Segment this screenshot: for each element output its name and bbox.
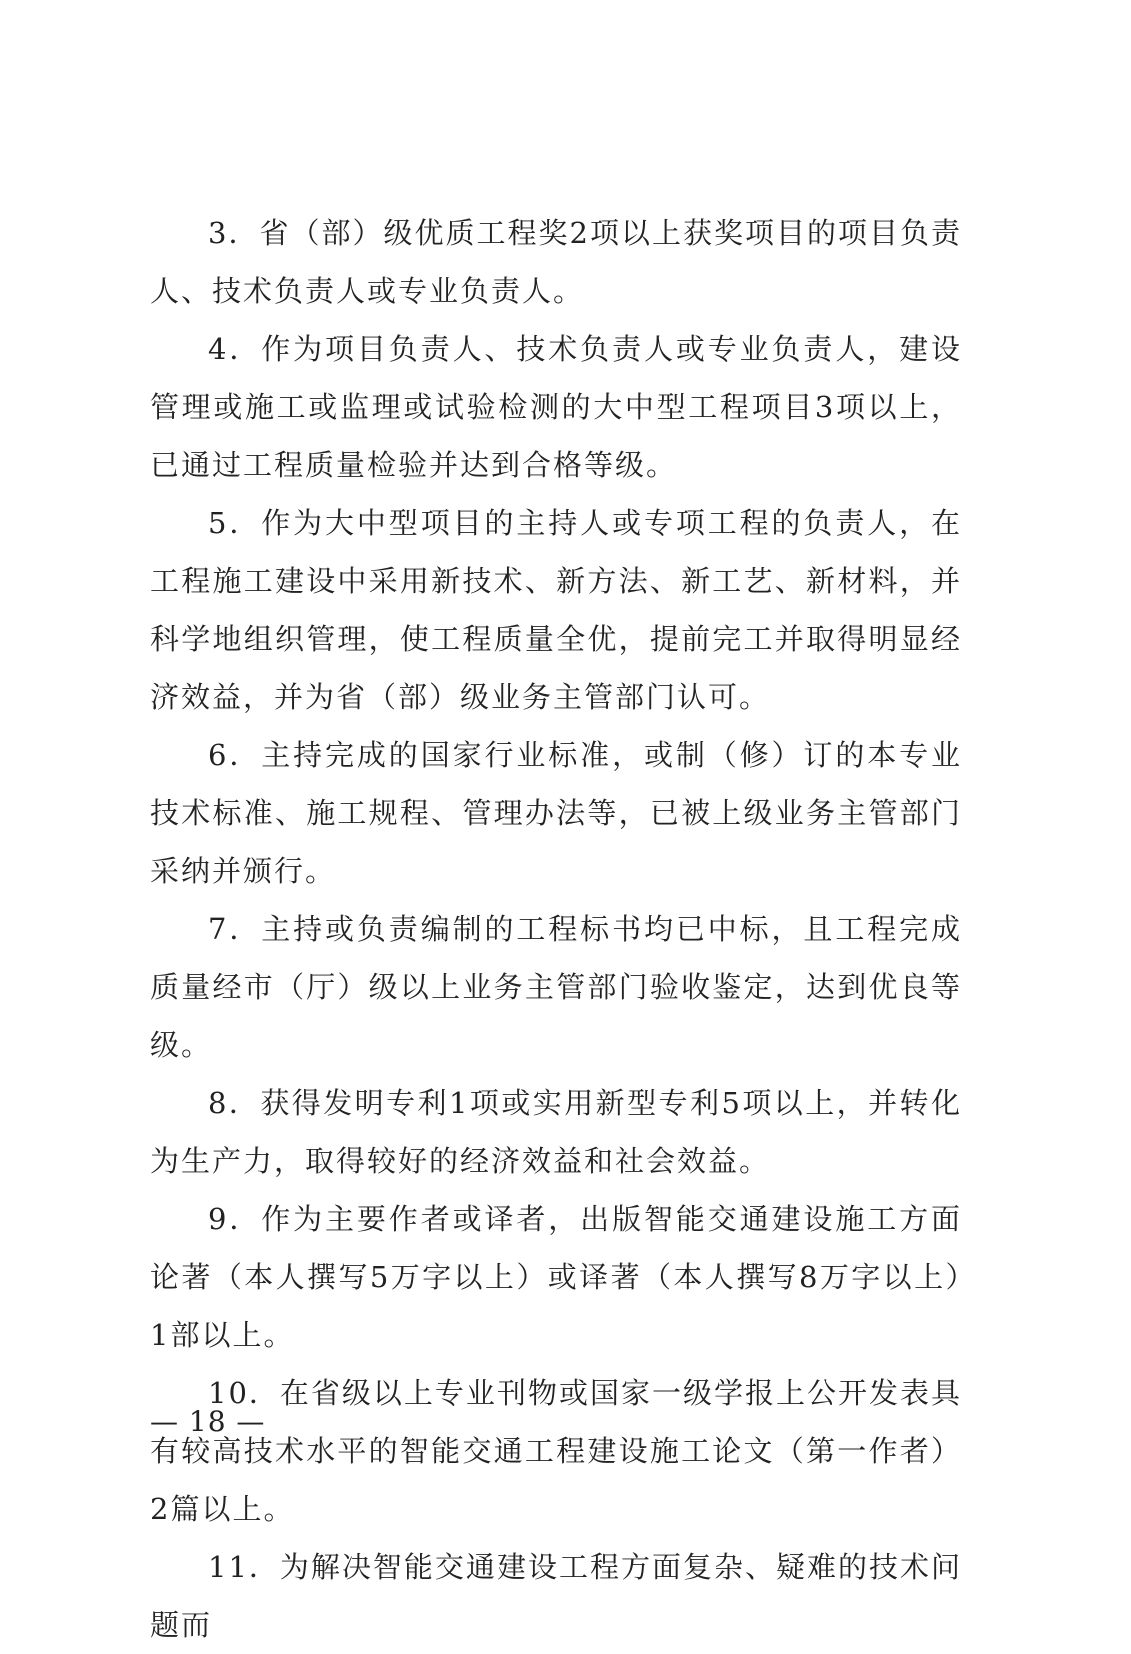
list-item-3: 3．省（部）级优质工程奖2项以上获奖项目的项目负责人、技术负责人或专业负责人。: [150, 216, 962, 308]
list-item-4: 4．作为项目负责人、技术负责人或专业负责人，建设管理或施工或监理或试验检测的大中型工程项目3项以上，已通过工程质量检验并达到合格等级。: [150, 332, 962, 482]
list-item-5: 5．作为大中型项目的主持人或专项工程的负责人，在工程施工建设中采用新技术、新方法、新工艺、新材料，并科学地组织管理，使工程质量全优，提前完工并取得明显经济效益，并为省（部）级业务主管部门认可。: [150, 506, 962, 714]
list-item-6: 6．主持完成的国家行业标准，或制（修）订的本专业技术标准、施工规程、管理办法等，已被上级业务主管部门采纳并颁行。: [150, 738, 962, 888]
list-item-11: 11．为解决智能交通建设工程方面复杂、疑难的技术问题而: [150, 1550, 962, 1642]
list-item-9: 9．作为主要作者或译者，出版智能交通建设施工方面论著（本人撰写5万字以上）或译著（本人撰写8万字以上）1部以上。: [150, 1202, 962, 1352]
list-item-7: 7．主持或负责编制的工程标书均已中标，且工程完成质量经市（厅）级以上业务主管部门验收鉴定，达到优良等级。: [150, 912, 962, 1062]
document-body: [150, 204, 962, 1654]
page-number: — 18 —: [150, 1405, 266, 1438]
list-item-10: 10．在省级以上专业刊物或国家一级学报上公开发表具有较高技术水平的智能交通工程建设施工论文（第一作者）2篇以上。: [150, 1376, 962, 1526]
list-item-8: 8．获得发明专利1项或实用新型专利5项以上，并转化为生产力，取得较好的经济效益和社会效益。: [150, 1086, 962, 1178]
